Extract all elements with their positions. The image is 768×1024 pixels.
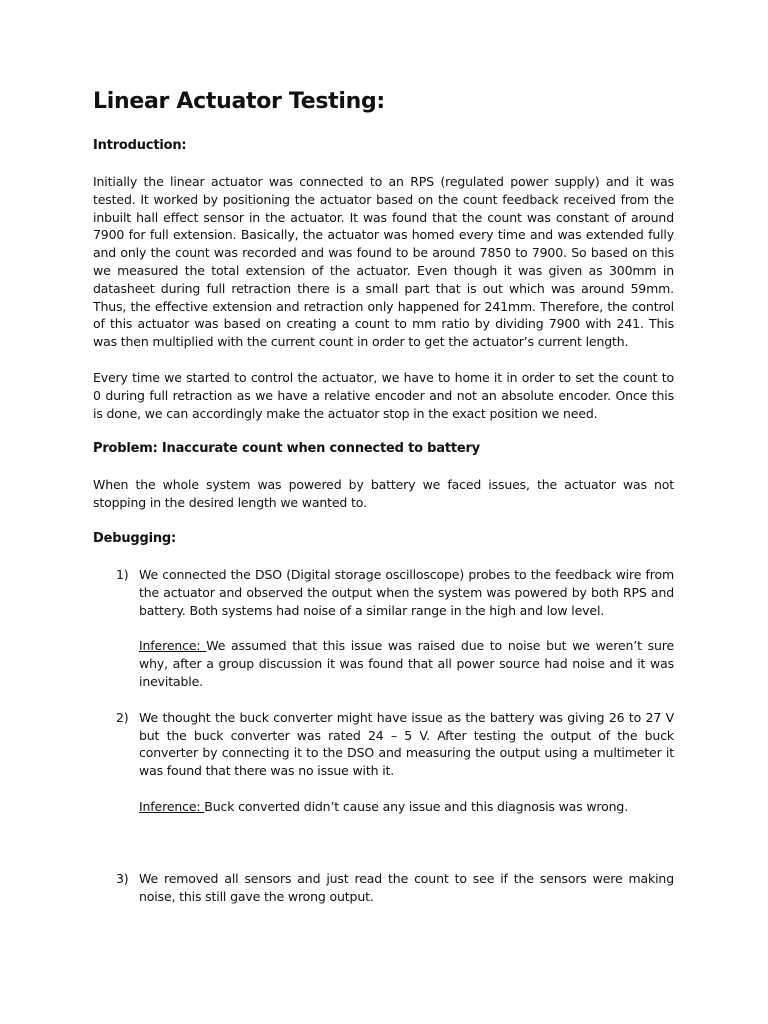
debugging-item-text: We removed all sensors and just read the count to see if the sensors were making noise, this still gave the wrong output. <box>139 870 674 904</box>
blank-line <box>139 834 674 852</box>
debugging-item-3 <box>93 870 674 906</box>
debugging-heading: Debugging: <box>93 530 176 546</box>
debugging-item-text: We connected the DSO (Digital storage oscilloscope) probes to the feedback wire from the actuator and observed the output when the system was powered by both RPS and battery. Both systems had noise of a similar range in the high and low level. <box>139 566 674 618</box>
debugging-item-1 <box>93 566 674 691</box>
inference-label: Inference: <box>139 638 207 654</box>
inference-label: Inference: <box>139 798 205 814</box>
list-number: 1) <box>116 566 129 582</box>
problem-paragraph: When the whole system was powered by battery we faced issues, the actuator was not stopping in the desired length we wanted to. <box>93 477 674 511</box>
introduction-paragraph-2: Every time we started to control the actuator, we have to home it in order to set the count to 0 during full retraction as we have a relative encoder and not an absolute encoder. Once this is done, we can accordingly make the actuator stop in the exact position we need. <box>93 369 674 421</box>
inference-paragraph <box>139 637 674 690</box>
introduction-paragraph-1: Initially the linear actuator was connected to an RPS (regulated power supply) and it was tested. It worked by positioning the actuator based on the count feedback received from the inbuilt hall effect sensor in the actuator. It was found that the count was constant of around 7900 for full extension. Basically, the actuator was homed every time and was extended fully and only the count was recorded and was found to be around 7850 to 7900. So based on this we measured the total extension of the actuator. Even though it was given as 300mm in datasheet during full retraction there is a small part that is out which was around 59mm. Thus, the effective extension and retraction only happened for 241mm. Therefore, the control of this actuator was based on creating a count to mm ratio by dividing 7900 with 241. This was then multiplied with the current count in order to get the actuator’s current length. <box>93 174 674 350</box>
debugging-item-2 <box>93 709 674 852</box>
inference-text: We assumed that this issue was raised due to noise but we weren’t sure why, after a group discussion it was found that all power source had noise and it was inevitable. <box>139 638 675 689</box>
debugging-list <box>93 566 674 905</box>
list-number: 2) <box>116 709 129 725</box>
introduction-heading: Introduction: <box>93 138 187 153</box>
inference-text: Buck converted didn’t cause any issue and this diagnosis was wrong. <box>204 798 629 814</box>
list-number: 3) <box>116 870 129 886</box>
problem-heading: Problem: Inaccurate count when connected to battery <box>93 441 480 457</box>
inference-paragraph <box>139 798 674 816</box>
document-page <box>93 86 674 923</box>
debugging-item-text: We thought the buck converter might have issue as the battery was giving 26 to 27 V but the buck converter was rated 24 – 5 V. After testing the output of the buck converter by connecting it to the DSO and measuring the output using a multimeter it was found that there was no issue with it. <box>139 709 674 779</box>
document-title: Linear Actuator Testing: <box>93 89 385 114</box>
